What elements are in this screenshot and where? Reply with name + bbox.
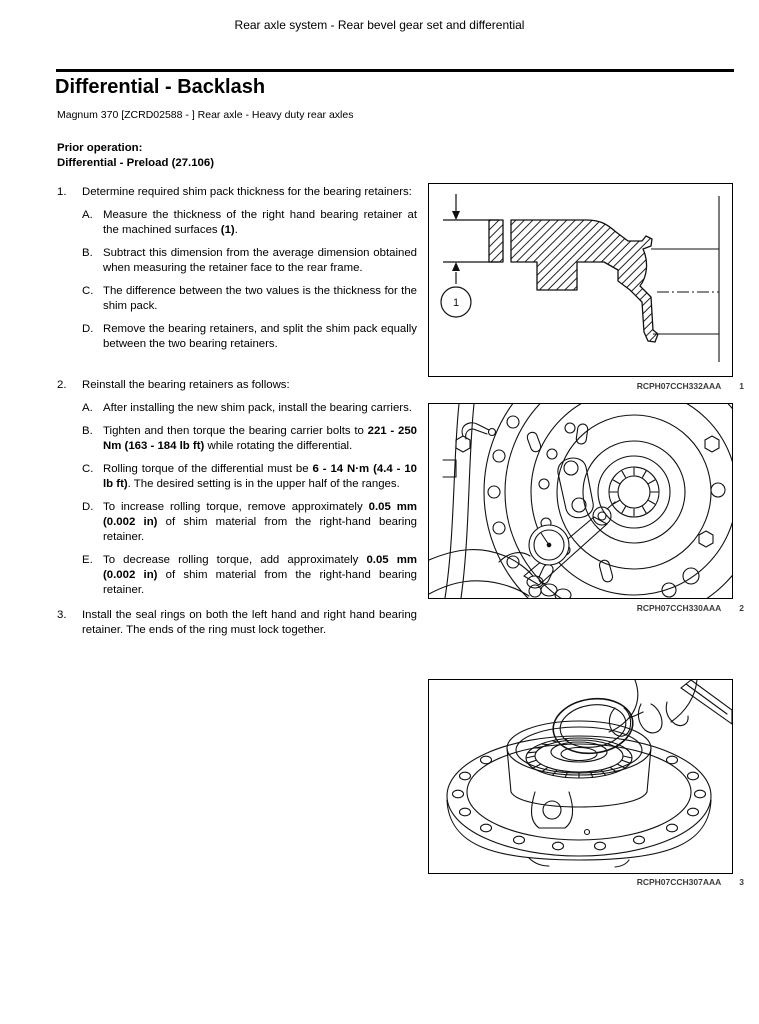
substep-text: To decrease rolling torque, add approximately 0.05 mm (0.002 in) of shim material from the right-hand bearing retainer. [103,554,418,596]
substep-2b [82,424,417,454]
shaft-reference-lines [651,196,719,362]
dimension-arrow-down-icon [452,211,460,220]
substep-letter: D. [82,501,94,513]
substep-letter: A. [82,209,93,221]
model-subtitle: Magnum 370 [ZCRD02588 - ] Rear axle - Heavy duty rear axles [57,109,354,121]
step-text: Determine required shim pack thickness for the bearing retainers: [82,186,412,198]
housing-edge [443,404,496,598]
prior-operation [57,141,417,171]
callout-1-balloon [441,287,471,317]
substep-text: Tighten and then torque the bearing carrier bolts to 221 - 250 Nm (163 - 184 lb ft) while rotating the differential. [103,425,417,452]
substep-letter: D. [82,323,94,335]
step-body [82,608,417,638]
substep-letter: B. [82,425,93,437]
seal-ring [550,694,637,759]
step-body [82,378,417,598]
figure-code: RCPH07CCH330AAA [636,603,722,613]
step-2 [57,378,417,598]
callout-1-label: 1 [452,297,460,309]
substep-2d [82,500,417,545]
substep-letter: C. [82,463,94,475]
substep-text: Subtract this dimension from the average dimension obtained when measuring the retainer face to the rear frame. [103,247,417,274]
figure-3-caption [428,877,744,887]
substep-1c [82,284,417,314]
procedure-steps [57,185,417,638]
step-3 [57,608,417,638]
step-1 [57,185,417,352]
step-body [82,185,417,352]
differential-rings [484,404,732,598]
step-number: 2. [57,379,67,391]
figure-3-drawing [429,680,732,873]
step-number: 1. [57,186,67,198]
substep-letter: E. [82,554,93,566]
step-number: 3. [57,609,67,621]
substep-letter: C. [82,285,94,297]
figure-1-caption [428,381,744,391]
substep-letter: B. [82,247,93,259]
substep-text: Rolling torque of the differential must be 6 - 14 N·m (4.4 - 10 lb ft). The desired setting is in the upper half of the ranges. [103,463,417,490]
substep-2c [82,462,417,492]
procedure-column [57,141,417,638]
retainer-cross-section [489,220,658,342]
figure-code: RCPH07CCH307AAA [636,877,722,887]
substep-text: To increase rolling torque, remove approximately 0.05 mm (0.002 in) of shim material from the right-hand bearing retainer. [103,501,417,543]
retainer-flange [447,736,711,867]
page-title: Differential - Backlash [55,76,266,98]
dial-gauge [529,525,569,565]
substep-text: After installing the new shim pack, install the bearing carriers. [103,402,412,414]
step-text: Install the seal rings on both the left hand and right hand bearing retainer. The ends of the ring must lock together. [82,609,417,636]
figure-2-caption [428,603,744,613]
figure-2-drawing [429,404,732,598]
pinion-splines [610,468,658,516]
substep-text: Remove the bearing retainers, and split the shim pack equally between the two bearing retainers. [103,323,417,350]
substep-1b [82,246,417,276]
substep-1a [82,208,417,238]
figure-1-drawing [429,184,732,376]
substep-letter: A. [82,402,93,414]
substep-2e [82,553,417,598]
figure-number: 3 [739,877,744,887]
substep-2a [82,401,417,416]
title-rule [56,69,734,72]
figure-1 [428,183,733,377]
substep-text: The difference between the two values is the thickness for the shim pack. [103,285,417,312]
dimension-arrow-up-icon [452,262,460,271]
page-header-text: Rear axle system - Rear bevel gear set and differential [234,18,525,32]
substep-1d [82,322,417,352]
figure-number: 2 [739,603,744,613]
figure-3 [428,679,733,874]
step-text: Reinstall the bearing retainers as follows: [82,379,290,391]
prior-operation-label: Prior operation: [57,142,143,154]
figure-number: 1 [739,381,744,391]
figure-code: RCPH07CCH332AAA [636,381,722,391]
figure-2 [428,403,733,599]
prior-operation-reference: Differential - Preload (27.106) [57,157,214,169]
substep-text: Measure the thickness of the right hand bearing retainer at the machined surfaces (1). [103,209,417,236]
